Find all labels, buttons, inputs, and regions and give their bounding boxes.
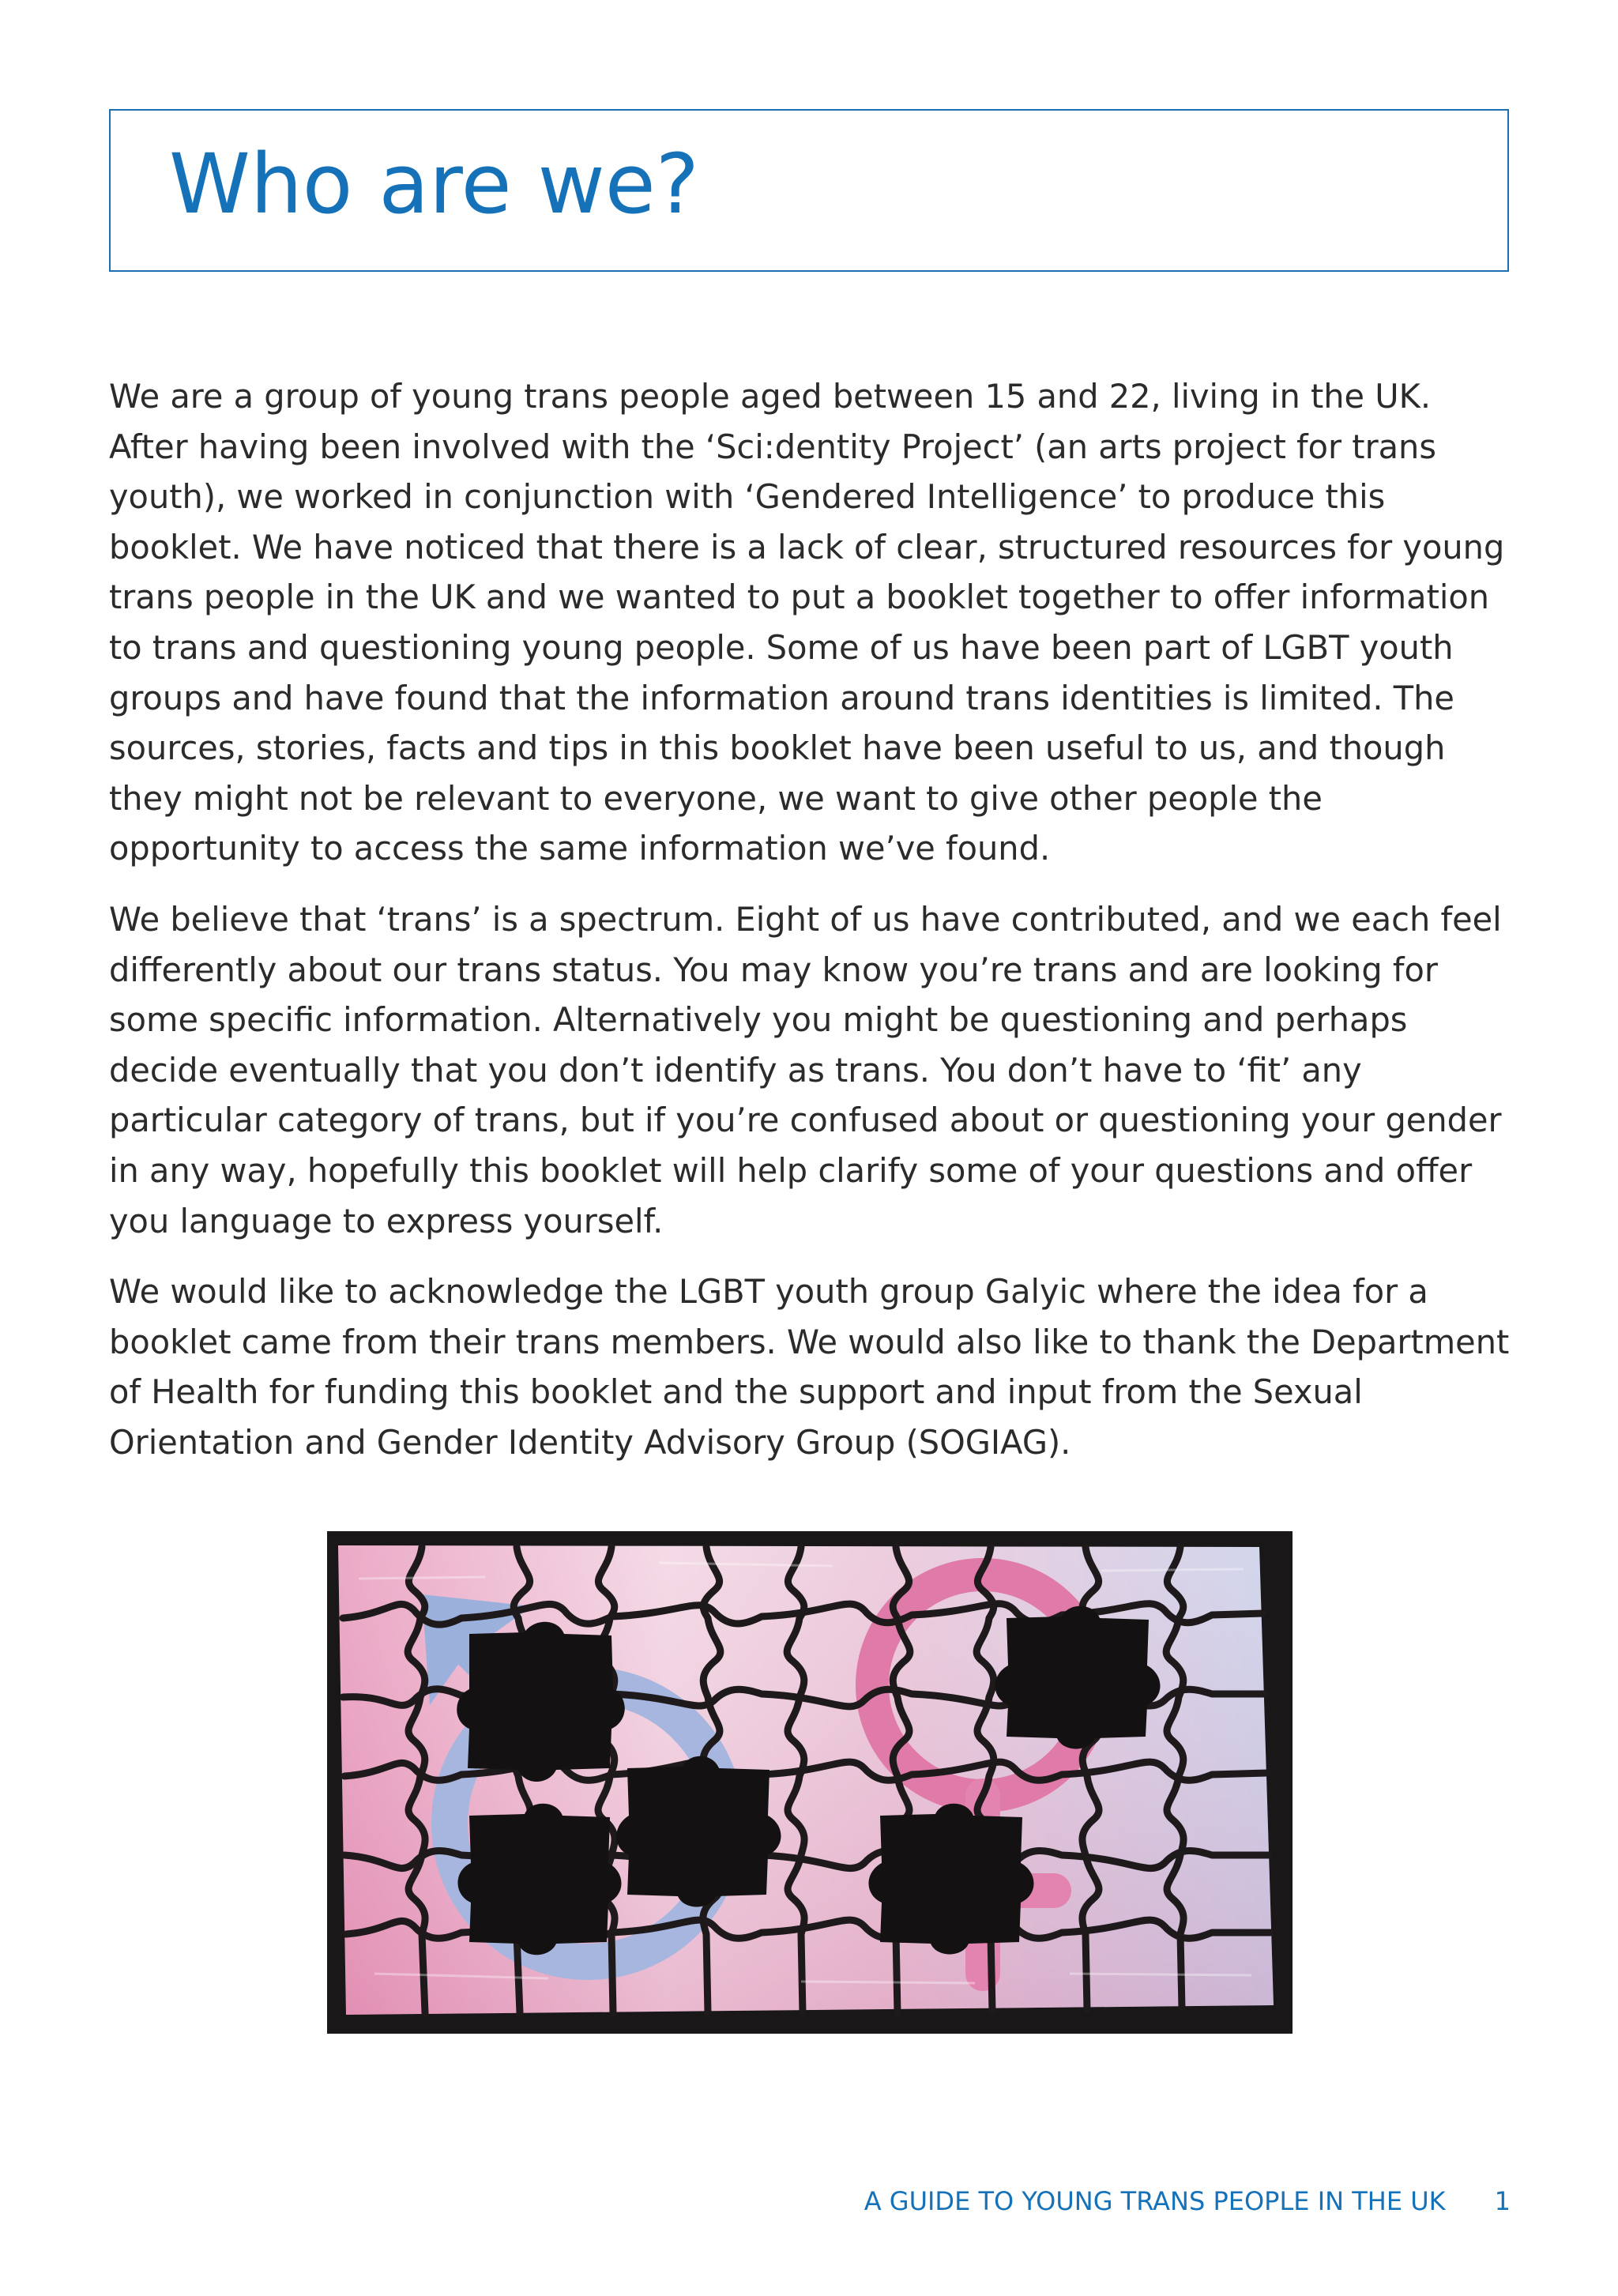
missing-piece-1	[457, 1622, 625, 1782]
body-text	[109, 371, 1512, 1488]
page-footer	[822, 2185, 1511, 2217]
missing-piece-2	[458, 1804, 622, 1955]
running-title: A GUIDE TO YOUNG TRANS PEOPLE IN THE UK	[864, 2186, 1446, 2216]
title-box	[109, 109, 1509, 272]
paragraph-2: We believe that ‘trans’ is a spectrum. Eight of us have contributed, and we each feel differently about our trans status. You may know you’re trans and are looking for some specific information. Alternatively you might be questioning and perhaps decide eventually that you don’t identify as trans. You don’t have to ‘fit’ any particular category of trans, but if you’re confused about or questioning your gender in any way, hopefully this booklet will help clarify some of your questions and offer you language to express yourself.	[109, 899, 1502, 1240]
jigsaw-illustration-svg	[327, 1531, 1293, 2034]
page-title: Who are we?	[169, 136, 699, 232]
paragraph-3: We would like to acknowledge the LGBT youth group Galyic where the idea for a booklet came from their trans members. We would also like to thank the Department of Health for funding this booklet and the support and input from the Sexual Orientation and Gender Identity Advisory Group (SOGIAG).	[109, 1272, 1510, 1462]
jigsaw-illustration	[327, 1531, 1293, 2034]
missing-piece-3	[616, 1756, 781, 1907]
page-number: 1	[1494, 2186, 1511, 2216]
paragraph-1: We are a group of young trans people aged between 15 and 22, living in the UK. After having been involved with the ‘Sci:dentity Project’ (an arts project for trans youth), we worked in conjunction with ‘Gendered Intelligence’ to produce this booklet. We have noticed that there is a lack of clear, structured resources for young trans people in the UK and we wanted to put a booklet together to offer information to trans and questioning young people. Some of us have been part of LGBT youth groups and have found that the information around trans identities is limited. The sources, stories, facts and tips in this booklet have been useful to us, and though they might not be relevant to everyone, we want to give other people the opportunity to access the same information we’ve found.	[109, 377, 1505, 868]
missing-piece-5	[869, 1804, 1034, 1955]
missing-piece-4	[995, 1606, 1161, 1749]
